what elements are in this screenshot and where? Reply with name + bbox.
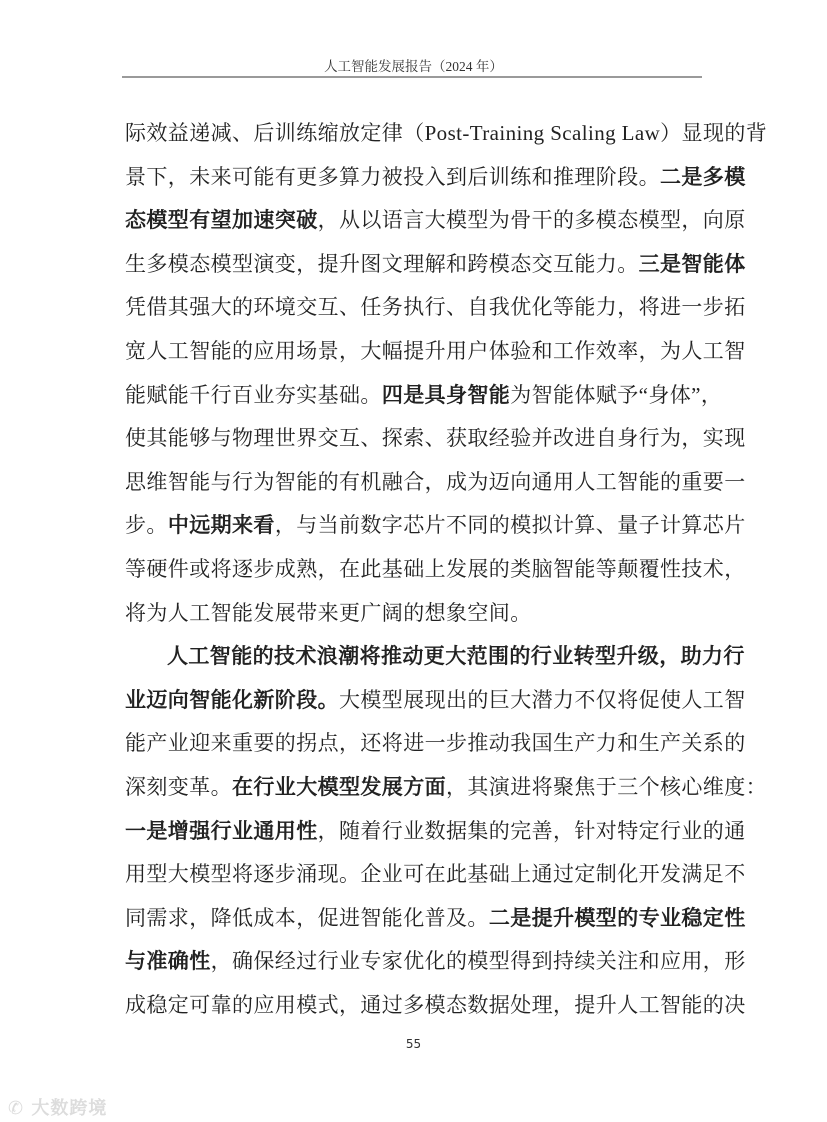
- text-run: ，与当前数字芯片不同的模拟计算、量子计算芯片: [274, 513, 746, 538]
- text-run: 使其能够与物理世界交互、探索、获取经验并改进自身行为，实现: [125, 426, 746, 451]
- text-run: 景下，未来可能有更多算力被投入到后训练和推理阶段。: [125, 164, 660, 189]
- text-run: 思维智能与行为智能的有机融合，成为迈向通用人工智能的重要一: [125, 469, 746, 494]
- page-number: 55: [405, 1037, 422, 1051]
- text-line: [125, 946, 746, 976]
- bold-text: 三是智能体: [638, 251, 746, 276]
- text-line: [125, 162, 746, 192]
- text-line: [125, 336, 746, 366]
- bold-text: 在行业大模型发展方面: [232, 775, 446, 799]
- text-run: 同需求，降低成本，促进智能化普及。: [125, 905, 489, 930]
- text-run: 将为人工智能发展带来更广阔的想象空间。: [125, 600, 532, 625]
- text-run: 能产业迎来重要的拐点，还将进一步推动我国生产力和生产关系的: [125, 731, 746, 756]
- text-line: [125, 772, 767, 802]
- text-run: ，其演进将聚焦于三个核心维度：: [446, 775, 767, 799]
- text-run: 成稳定可靠的应用模式，通过多模态数据处理，提升人工智能的决: [125, 993, 746, 1017]
- text-run: 大模型展现出的巨大潜力不仅将促使人工智: [339, 687, 746, 712]
- bold-text: 二是多模: [660, 164, 746, 189]
- text-line: [125, 380, 723, 410]
- text-run: 等硬件或将逐步成熟，在此基础上发展的类脑智能等颠覆性技术，: [125, 557, 746, 581]
- text-line: [167, 641, 745, 671]
- bold-text: 四是具身智能: [381, 382, 511, 407]
- bold-text: 人工智能的技术浪潮将推动更大范围的行业转型升级，助力行: [167, 644, 745, 669]
- text-run: 能赋能千行百业夯实基础。: [125, 382, 382, 407]
- text-run: ，随着行业数据集的完善，针对特定行业的通: [317, 818, 746, 843]
- text-run: 为智能体赋予“身体”，: [510, 382, 723, 407]
- bold-text: 二是提升模型的专业稳定性: [488, 905, 746, 930]
- text-run: 生多模态模型演变，提升图文理解和跨模态交互能力。: [125, 251, 639, 276]
- bold-text: 一是增强行业通用性: [125, 818, 318, 843]
- bold-text: 与准确性: [125, 949, 211, 974]
- text-line: [125, 249, 746, 279]
- text-line: [125, 903, 746, 933]
- running-header: 人工智能发展报告（2024 年）: [324, 59, 503, 74]
- header-divider: [122, 76, 702, 78]
- text-line: [125, 990, 746, 1020]
- text-line: [125, 598, 701, 628]
- text-line: [125, 467, 746, 497]
- text-line: [125, 859, 746, 889]
- text-line: [125, 510, 746, 540]
- text-run: 际效益递减、后训练缩放定律（Post-Training Scaling Law）显现的背: [125, 121, 768, 145]
- text-run: 步。: [125, 513, 168, 538]
- bold-text: 态模型有望加速突破: [125, 208, 318, 233]
- watermark-logo: ✆ 大数跨境: [8, 1098, 108, 1119]
- text-line: [125, 728, 746, 758]
- bold-text: 业迈向智能化新阶段。: [125, 687, 339, 712]
- text-line: [125, 423, 746, 453]
- text-line: [125, 205, 746, 235]
- text-line: [125, 118, 768, 148]
- text-run: 凭借其强大的环境交互、任务执行、自我优化等能力，将进一步拓: [125, 295, 746, 320]
- text-run: ，确保经过行业专家优化的模型得到持续关注和应用，形: [210, 949, 746, 974]
- text-run: 宽人工智能的应用场景，大幅提升用户体验和工作效率，为人工智: [125, 339, 746, 363]
- text-line: [125, 554, 746, 584]
- text-run: 深刻变革。: [125, 775, 232, 799]
- text-line: [125, 292, 746, 322]
- text-line: [125, 816, 746, 846]
- text-run: 用型大模型将逐步涌现。企业可在此基础上通过定制化开发满足不: [125, 862, 746, 887]
- bold-text: 中远期来看: [167, 513, 275, 538]
- text-line: [125, 685, 746, 715]
- text-run: ，从以语言大模型为骨干的多模态模型，向原: [317, 208, 746, 233]
